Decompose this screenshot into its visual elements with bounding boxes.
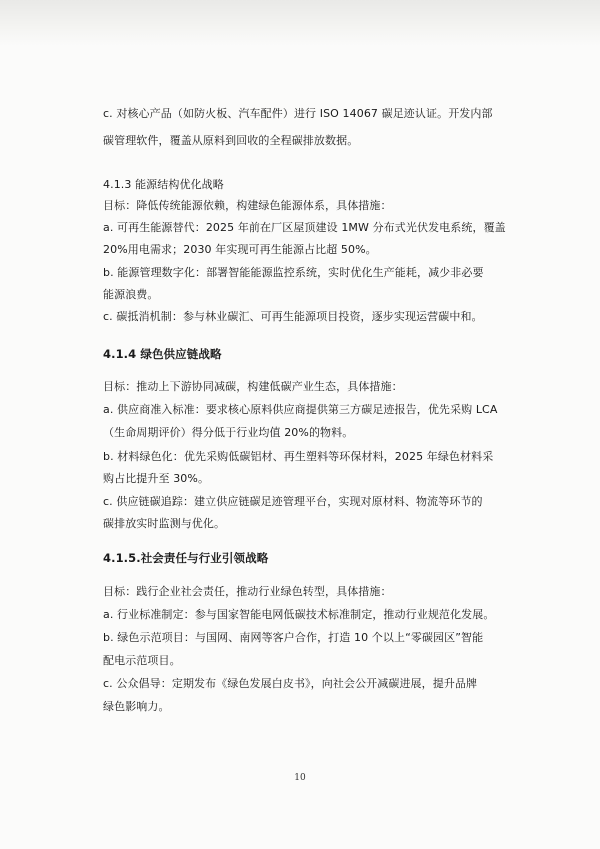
section-4-1-5-item-b-cont: 配电示范项目。 bbox=[103, 654, 181, 667]
section-4-1-5-goal: 目标：践行企业社会责任，推动行业绿色转型，具体措施： bbox=[103, 585, 392, 598]
scan-shadow bbox=[0, 0, 600, 46]
section-4-1-3-item-b-cont: 能源浪费。 bbox=[103, 288, 159, 301]
section-4-1-4-item-a: a. 供应商准入标准：要求核心原料供应商提供第三方碳足迹报告，优先采购 LCA bbox=[103, 403, 498, 416]
section-4-1-5-heading: 4.1.5.社会责任与行业引领战略 bbox=[103, 551, 269, 565]
section-4-1-4-item-b-cont: 购占比提升至 30%。 bbox=[103, 472, 210, 485]
section-4-1-5-item-c-cont: 绿色影响力。 bbox=[103, 700, 170, 713]
section-4-1-4-heading: 4.1.4 绿色供应链战略 bbox=[103, 347, 222, 361]
section-4-1-3-goal: 目标：降低传统能源依赖，构建绿色能源体系，具体措施： bbox=[103, 199, 392, 212]
section-4-1-4-item-a-cont: （生命周期评价）得分低于行业均值 20%的物料。 bbox=[103, 426, 354, 439]
section-4-1-4-item-c-cont: 碳排放实时监测与优化。 bbox=[103, 517, 226, 530]
section-4-1-3-heading: 4.1.3 能源结构优化战略 bbox=[103, 178, 224, 191]
section-4-1-3-item-c: c. 碳抵消机制：参与林业碳汇、可再生能源项目投资，逐步实现运营碳中和。 bbox=[103, 310, 483, 323]
section-4-1-4-item-c: c. 供应链碳追踪：建立供应链碳足迹管理平台，实现对原材料、物流等环节的 bbox=[103, 495, 483, 508]
intro-line-1: c. 对核心产品（如防火板、汽车配件）进行 ISO 14067 碳足迹认证。开发内部 bbox=[103, 107, 493, 120]
section-4-1-5-item-b: b. 绿色示范项目：与国网、南网等客户合作，打造 10 个以上“零碳园区”智能 bbox=[103, 631, 484, 644]
intro-line-2: 碳管理软件，覆盖从原料到回收的全程碳排放数据。 bbox=[103, 134, 359, 147]
section-4-1-4-goal: 目标：推动上下游协同减碳，构建低碳产业生态，具体措施： bbox=[103, 380, 403, 393]
section-4-1-4-item-b: b. 材料绿色化：优先采购低碳铝材、再生塑料等环保材料，2025 年绿色材料采 bbox=[103, 450, 494, 463]
page-number: 10 bbox=[294, 773, 306, 783]
section-4-1-3-item-a: a. 可再生能源替代：2025 年前在厂区屋顶建设 1MW 分布式光伏发电系统，覆盖 bbox=[103, 221, 506, 234]
section-4-1-5-item-a: a. 行业标准制定：参与国家智能电网低碳技术标准制定，推动行业规范化发展。 bbox=[103, 608, 495, 621]
section-4-1-3-item-a-cont: 20%用电需求；2030 年实现可再生能源占比超 50%。 bbox=[103, 243, 377, 256]
section-4-1-3-item-b: b. 能源管理数字化：部署智能能源监控系统，实时优化生产能耗，减少非必要 bbox=[103, 266, 484, 279]
section-4-1-5-item-c: c. 公众倡导：定期发布《绿色发展白皮书》，向社会公开减碳进展，提升品牌 bbox=[103, 677, 478, 690]
